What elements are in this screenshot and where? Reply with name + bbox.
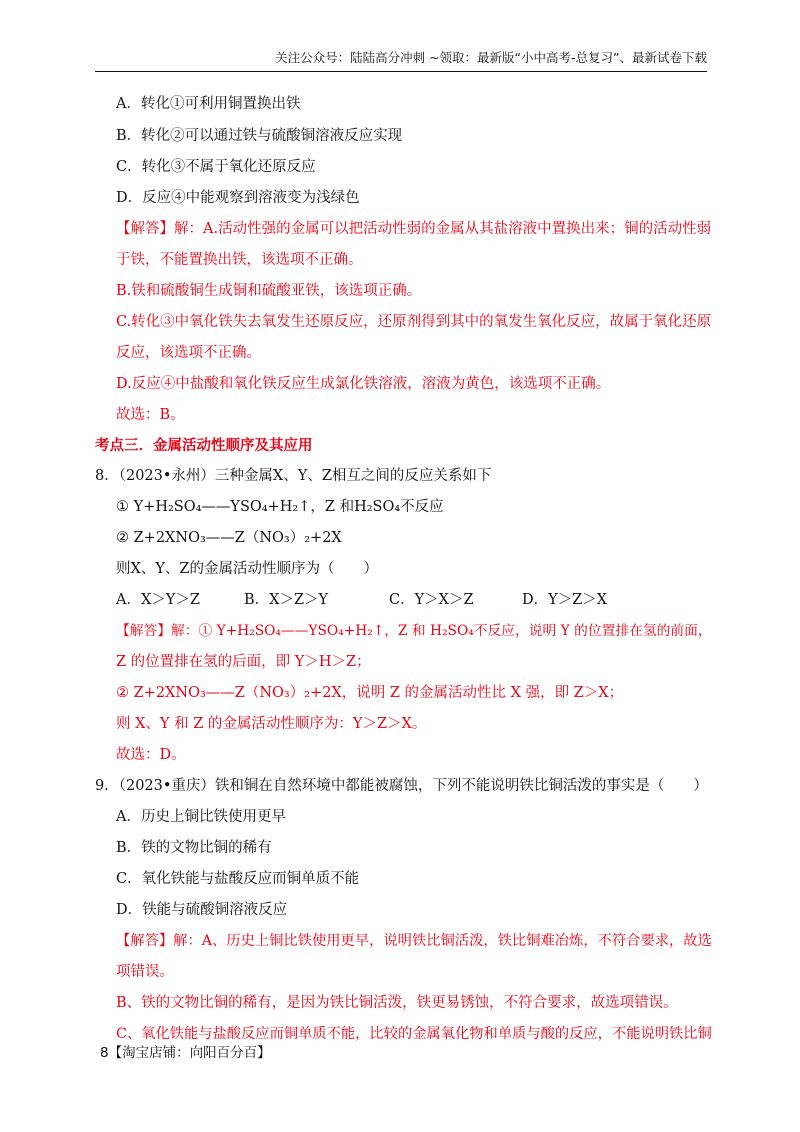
q9-answer-line-2: 项错误。	[116, 964, 174, 980]
page-header: 关注公众号：陆陆高分冲刺 ~领取：最新版“小中高考-总复习”、最新试卷下载	[275, 50, 707, 65]
q9-option-c: C．氧化铁能与盐酸反应而铜单质不能	[116, 871, 360, 887]
q8-reaction-2: ② Z+2XNO₃——Z（NO₃）₂+2X	[116, 530, 342, 546]
q7-option-c: C．转化③不属于氧化还原反应	[116, 159, 316, 175]
q7-answer-line-2: 于铁，不能置换出铁，该选项不正确。	[116, 252, 363, 268]
header-divider	[95, 71, 707, 72]
q7-answer-line-1: 【解答】解：A.活动性强的金属可以把活动性弱的金属从其盐溶液中置换出来；铜的活动性弱	[116, 221, 712, 237]
q8-option-b: B．X＞Z＞Y	[244, 592, 329, 608]
q8-answer-line-5: 故选：D。	[116, 747, 186, 763]
q8-option-d: D．Y＞Z＞X	[522, 592, 608, 608]
q8-option-c: C．Y＞X＞Z	[389, 592, 474, 608]
q7-option-a: A．转化①可利用铜置换出铁	[116, 96, 301, 112]
q9-answer-line-1: 【解答】解：A、历史上铜比铁使用更早，说明铁比铜活泼，铁比铜难冶炼，不符合要求，故选	[116, 933, 712, 949]
q8-reaction-1: ① Y+H₂SO₄——YSO₄+H₂↑，Z 和H₂SO₄不反应	[116, 499, 444, 515]
q8-option-a: A．X＞Y＞Z	[116, 592, 200, 608]
q8-answer-line-2: Z 的位置排在氢的后面，即 Y＞H＞Z；	[116, 654, 371, 670]
q9-option-d: D．铁能与硫酸铜溶液反应	[116, 902, 288, 918]
q9-option-a: A．历史上铜比铁使用更早	[116, 809, 286, 825]
q8-answer-line-3: ② Z+2XNO₃——Z（NO₃）₂+2X，说明 Z 的金属活动性比 X 强，即 Z＞X；	[116, 685, 624, 701]
q8-stem: 8．（2023•永州）三种金属X、Y、Z相互之间的反应关系如下	[95, 468, 492, 484]
q7-answer-line-4: C.转化③中氧化铁失去氧发生还原反应，还原剂得到其中的氧发生氧化反应，故属于氧化还原	[116, 314, 712, 330]
section-title: 考点三．金属活动性顺序及其应用	[95, 437, 313, 454]
q7-answer-line-5: 反应，该选项不正确。	[116, 345, 261, 361]
q9-option-b: B．铁的文物比铜的稀有	[116, 840, 272, 856]
q7-answer-line-6: D.反应④中盐酸和氧化铁反应生成氯化铁溶液，溶液为黄色，该选项不正确。	[116, 376, 611, 392]
q7-option-b: B．转化②可以通过铁与硫酸铜溶液反应实现	[116, 128, 403, 144]
q7-answer-line-3: B.铁和硫酸铜生成铜和硫酸亚铁，该选项正确。	[116, 283, 422, 299]
q7-option-d: D．反应④中能观察到溶液变为浅绿色	[116, 190, 360, 206]
q8-answer-line-4: 则 X、Y 和 Z 的金属活动性顺序为：Y＞Z＞X。	[116, 716, 427, 732]
q7-answer-line-7: 故选：B。	[116, 407, 185, 423]
q9-answer-line-3: B、铁的文物比铜的稀有，是因为铁比铜活泼，铁更易锈蚀，不符合要求，故选项错误。	[116, 995, 678, 1011]
q9-stem: 9．（2023•重庆）铁和铜在自然环境中都能被腐蚀，下列不能说明铁比铜活泼的事实是（ ）	[95, 778, 708, 794]
q9-answer-line-4: C、氧化铁能与盐酸反应而铜单质不能，比较的金属氧化物和单质与酸的反应，不能说明铁比铜	[116, 1026, 712, 1042]
page-footer: 8【淘宝店铺：向阳百分百】	[100, 1045, 271, 1061]
q8-question: 则X、Y、Z的金属活动性顺序为（ ）	[116, 561, 378, 577]
q8-answer-line-1: 【解答】解：① Y+H₂SO₄——YSO₄+H₂↑，Z 和 H₂SO₄不反应，说明 Y 的位置排在氢的前面，	[116, 623, 712, 639]
